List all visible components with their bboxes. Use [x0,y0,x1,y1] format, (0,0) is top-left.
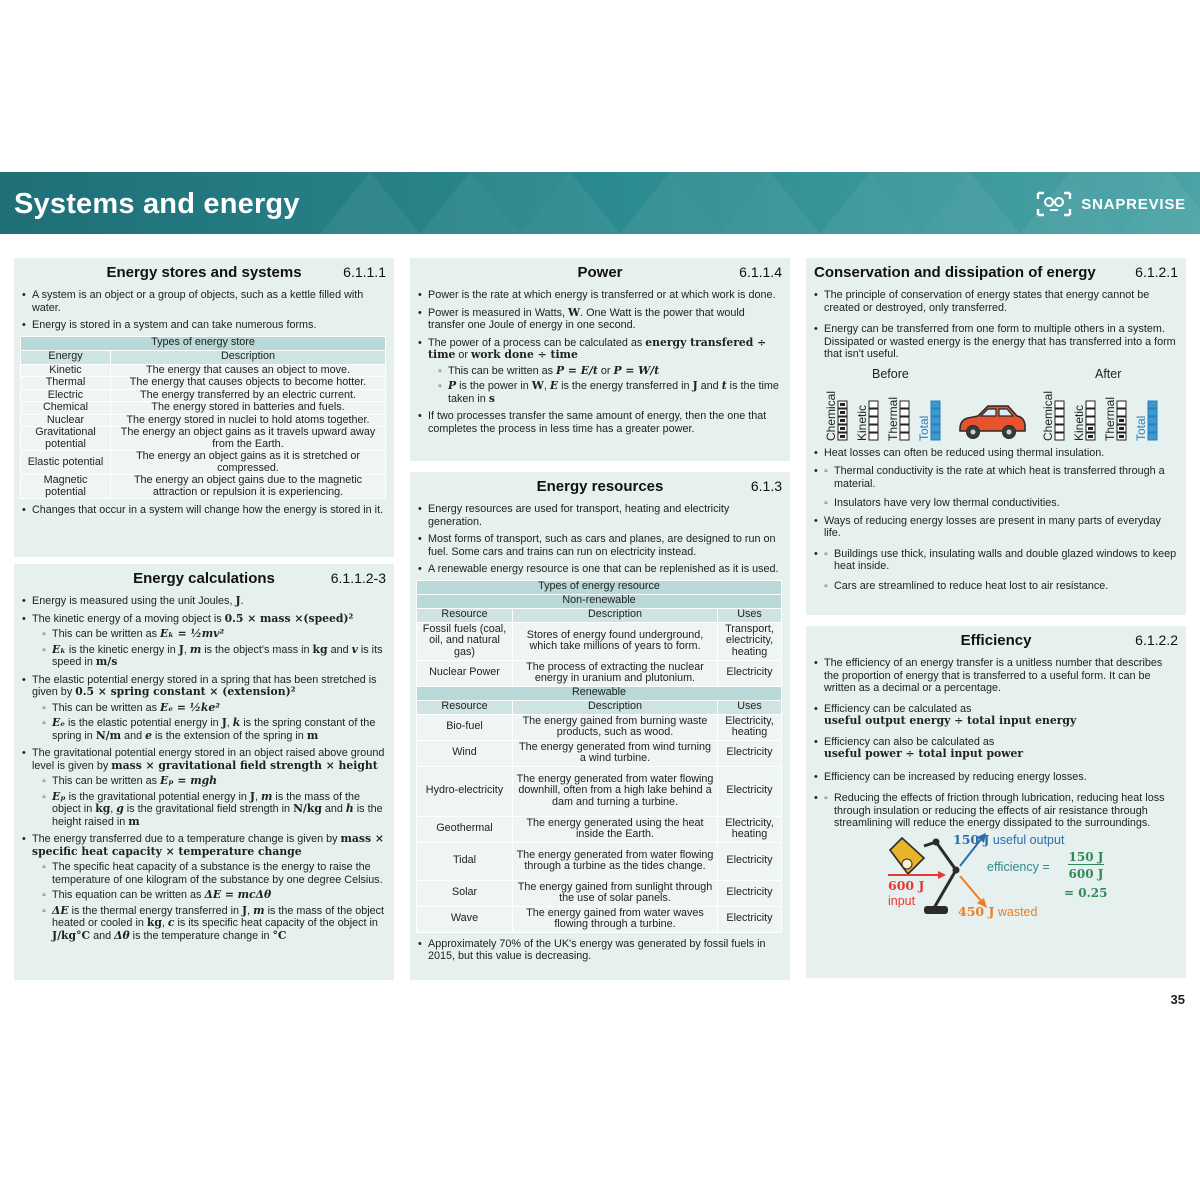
table-row [417,660,782,686]
cell: The energy gained from water waves flowing through a turbine. [513,906,718,932]
energy-bar-fill [1088,427,1093,430]
energy-bar-segment [869,433,878,440]
header-banner [0,172,1200,234]
bullet: • Energy can be transferred from one form to multiple others in a system. Dissipated or wasted energy is the energy that has transferred into a form that isn't useful. [814,323,1178,361]
bullet: • The power of a process can be calculated as energy transfered ÷ time or work done ÷ time ◦ This can be written as P = E/t or P = W/t ◦ P is the power in W, E is the energy transferred in J and t is the time taken in s [418,337,782,406]
cell: The energy gained from sunlight through the use of solar panels. [513,880,718,906]
cell: Electricity [718,740,782,766]
energy-bar-segment [931,417,940,424]
before-label: Before [872,366,909,381]
bullet: • Most forms of transport, such as cars and planes, are designed to run on fuel. Some cars and trains can run on electricity instead. [418,533,782,558]
col-header: Uses [718,700,782,714]
bar-label: Thermal [1103,396,1117,441]
col-header: Description [513,700,718,714]
energy-bar-segment [931,409,940,416]
cell: Bio-fuel [417,714,513,740]
cell: Electricity [718,766,782,816]
col-header: Uses [718,608,782,622]
energy-bar-segment [1148,409,1157,416]
table-row [417,816,782,842]
cell: The energy generated from water flowing downhill, often from a high lake behind a dam and turning a turbine. [513,766,718,816]
cell: Electricity, heating [718,714,782,740]
sub-bullet: ◦ P is the power in W, E is the energy transferred in J and t is the time taken in s [438,380,782,405]
sub-bullet: ◦ Eₖ is the kinetic energy in J, m is the object's mass in kg and v is its speed in m/s [42,644,386,669]
sub-bullet: ◦ This can be written as P = E/t or P = W/t [438,365,782,378]
energy-bar-segment [1055,401,1064,408]
cell: The energy an object gains due to the magnetic attraction or repulsion it is experiencing. [111,475,386,499]
page-number: 35 [1170,992,1185,1007]
cell: Magnetic potential [21,475,111,499]
sub-bullet: ◦ This can be written as Eₚ = mgh [42,775,386,788]
cell: Hydro-electricity [417,766,513,816]
panel-power [410,258,790,461]
cell: Nuclear [21,414,111,427]
table-title: Types of energy resource [417,580,782,594]
section-title: Energy stores and systems [106,264,302,281]
input-value: 600 J [888,877,925,893]
page-title: Systems and energy [14,188,300,220]
sub-bullet: ◦ This equation can be written as ΔE = mcΔθ [42,889,386,902]
section-title: Power [577,264,623,281]
sub-bullet: ◦ This can be written as Eₖ = ½mv² [42,628,386,641]
bullet: • Efficiency can also be calculated as useful power ÷ total input power [814,736,1178,761]
energy-bar-segment [900,417,909,424]
energy-bar-segment [900,401,909,408]
snaprevise-logo-icon [1035,190,1073,218]
cell: Gravitational potential [21,427,111,451]
section-code: 6.1.3 [750,478,782,494]
energy-bar-segment [869,417,878,424]
cell: The energy transferred by an electric current. [111,389,386,402]
energy-store-table [20,336,386,500]
energy-bar-segment [869,409,878,416]
section-title: Energy calculations [133,570,275,587]
sub-bullet: ◦ Eₚ is the gravitational potential energy in J, m is the mass of the object in kg, g is the gravitational field strength in N/kg and h is the height raised in m [42,791,386,829]
cell: Kinetic [21,364,111,377]
bullet: • Power is measured in Watts, W. One Watt is the power that would transfer one Joule of energy in one second. [418,307,782,332]
energy-bar-segment [1055,425,1064,432]
energy-bar-segment [1148,401,1157,408]
cell: The energy gained from burning waste products, such as wood. [513,714,718,740]
energy-bar-segment [1055,417,1064,424]
panel-energy-resources [410,472,790,980]
cell: Stores of energy found underground, which take millions of years to form. [513,622,718,660]
section-title: Energy resources [536,478,664,495]
bullet-group [814,792,1178,830]
cell: The energy generated from water flowing through a turbine as the tides change. [513,842,718,880]
bullet: • The principle of conservation of energy states that energy cannot be created or destroyed, only transferred. [814,289,1178,314]
energy-bar-diagram [806,361,1186,447]
panel-energy-stores [14,258,394,557]
bullet: • Changes that occur in a system will change how the energy is stored in it. [22,504,386,517]
col-header: Resource [417,608,513,622]
bullet: • Approximately 70% of the UK's energy was generated by fossil fuels in 2015, but this value is decreasing. [418,938,782,963]
panel-energy-calculations [14,564,394,980]
bullet: • Energy is stored in a system and can take numerous forms. [22,319,386,332]
energy-bar-segment [1148,433,1157,440]
cell: Electricity, heating [718,816,782,842]
cell: The energy that causes an object to move. [111,364,386,377]
bullet: • A system is an object or a group of objects, such as a kettle filled with water. [22,289,386,314]
table-row [417,714,782,740]
table-row [21,389,386,402]
useful-output-label: 150 J useful output [953,831,1065,847]
bullet: • Energy is measured using the unit Joules, J. [22,595,386,608]
bullet: • A renewable energy resource is one that can be replenished as it is used. [418,563,782,576]
table-row [417,906,782,932]
table-row [21,475,386,499]
bullet-group [814,548,1178,593]
cell: The energy that causes objects to become hotter. [111,377,386,390]
energy-bar-segment [1148,425,1157,432]
cell: Tidal [417,842,513,880]
efficiency-diagram [806,830,1186,930]
car-icon [956,399,1026,443]
table-row [21,364,386,377]
energy-bar-fill [840,435,845,438]
section-code: 6.1.1.1 [343,264,386,280]
col-header: Description [513,608,718,622]
bar-label: Total [1134,415,1148,441]
bar-label: Chemical [1041,390,1055,441]
cell: Electricity [718,880,782,906]
cell: Transport, electricity, heating [718,622,782,660]
table-row [417,880,782,906]
table-subtitle: Non-renewable [417,594,782,608]
sub-bullet: ◦ ΔE is the thermal energy transferred in J, m is the mass of the object heated or cooled in kg, c is its specific heat capacity of the object in J/kg°C and Δθ is the temperature change in °C [42,905,386,943]
table-row [21,402,386,415]
table-row [21,377,386,390]
bullet: • The efficiency of an energy transfer is a unitless number that describes the proportion of energy that is transferred to a useful form. It can be written as a decimal or a percentage. [814,657,1178,695]
section-code: 6.1.2.2 [1135,632,1178,648]
bar-label: Kinetic [855,404,869,441]
energy-bar-segment [1086,409,1095,416]
table-subtitle: Renewable [417,686,782,700]
energy-bar-segment [1055,409,1064,416]
energy-bar-fill [840,411,845,414]
bullet: • Heat losses can often be reduced using thermal insulation. [814,447,1178,460]
energy-resource-table [416,580,782,933]
cell: Electricity [718,906,782,932]
section-title: Efficiency [960,632,1032,649]
sub-bullet: ◦ Insulators have very low thermal conductivities. [824,497,1178,510]
col-header: Resource [417,700,513,714]
table-title: Types of energy store [21,336,386,350]
sub-bullet: ◦ • Reducing the effects of friction through lubrication, reducing heat loss through insulation or reducing the effects of air resistance through streamlining will reduce the energy dissipated to the surroundings. [824,792,1178,830]
bullet: • The energy transferred due to a temperature change is given by mass × specific heat capacity × temperature change ◦ The specific heat capacity of a substance is the energy to raise the temperature of one kilogram of the substance by one degree Celsius. ◦ This equation can be written as ΔE = mcΔθ ◦ ΔE is the thermal energy transferred in J, m is the mass of the object heated or cooled in kg, c is its specific heat capacity of the object in J/kg°C and Δθ is the temperature change in °C [22,833,386,942]
fraction-numerator: 150 J [1068,849,1104,864]
cell: Electricity [718,660,782,686]
input-label: input [888,893,916,908]
energy-bar-segment [931,425,940,432]
energy-bar-segment [931,433,940,440]
section-code: 6.1.2.1 [1135,264,1178,280]
cell: The process of extracting the nuclear energy in uranium and plutonium. [513,660,718,686]
col-header: Energy [21,350,111,364]
bullet: • The elastic potential energy stored in a spring that has been stretched is given by 0.5 × spring constant × (extension)² ◦ This can be written as Eₑ = ½ke² ◦ Eₑ is the elastic potential energy in J, k is the spring constant of the spring in N/m and e is the extension of the spring in m [22,674,386,743]
cell: Electricity [718,842,782,880]
efficiency-equation-label: efficiency = [987,859,1050,874]
bar-label: Thermal [886,396,900,441]
cell: Fossil fuels (coal, oil, and natural gas) [417,622,513,660]
cell: The energy generated using the heat inside the Earth. [513,816,718,842]
sub-bullet: ◦ Cars are streamlined to reduce heat lost to air resistance. [824,580,1178,593]
energy-bar-segment [900,433,909,440]
energy-bar-fill [1119,427,1124,430]
sub-bullet: ◦ • Buildings use thick, insulating walls and double glazed windows to keep heat inside. [824,548,1178,573]
cell: The energy stored in batteries and fuels. [111,402,386,415]
bar-label: Kinetic [1072,404,1086,441]
cell: Wind [417,740,513,766]
brand [1035,190,1186,218]
cell: Geothermal [417,816,513,842]
energy-bar-segment [1117,409,1126,416]
cell: The energy an object gains as it is stretched or compressed. [111,451,386,475]
energy-bar-segment [1086,417,1095,424]
bullet: • Power is the rate at which energy is transferred or at which work is done. [418,289,782,302]
section-title: Conservation and dissipation of energy [814,264,1096,281]
energy-bar-fill [840,427,845,430]
efficiency-result: = 0.25 [1064,885,1108,900]
bullet: • Efficiency can be increased by reducing energy losses. [814,771,1178,784]
cell: Solar [417,880,513,906]
bar-label: Chemical [824,390,838,441]
bullet-group [814,465,1178,510]
energy-bar-segment [1117,401,1126,408]
energy-bar-segment [1055,433,1064,440]
energy-bar-segment [1148,417,1157,424]
table-row [21,427,386,451]
bar-label: Total [917,415,931,441]
cell: Wave [417,906,513,932]
sub-bullet: ◦ The specific heat capacity of a substance is the energy to raise the temperature of one kilogram of the substance by one degree Celsius. [42,861,386,886]
wasted-label: 450 J wasted [958,903,1038,919]
bullet: • The kinetic energy of a moving object is 0.5 × mass ×(speed)² ◦ This can be written as Eₖ = ½mv² ◦ Eₖ is the kinetic energy in J, m is the object's mass in kg and v is its speed in m/s [22,613,386,669]
brand-name: SNAPREVISE [1081,195,1186,213]
sub-bullet: ◦ • Thermal conductivity is the rate at which heat is transferred through a material. [824,465,1178,490]
cell: The energy stored in nuclei to hold atoms together. [111,414,386,427]
section-code: 6.1.1.2-3 [330,570,386,586]
bullet: • Energy resources are used for transport, heating and electricity generation. [418,503,782,528]
energy-bar-segment [869,401,878,408]
cell: Elastic potential [21,451,111,475]
panel-conservation [806,258,1186,615]
table-row [417,766,782,816]
cell: Chemical [21,402,111,415]
bullet: • Efficiency can be calculated as useful output energy ÷ total input energy [814,703,1178,728]
table-row [21,451,386,475]
cell: The energy generated from wind turning a wind turbine. [513,740,718,766]
energy-bar-segment [900,425,909,432]
energy-bar-fill [840,419,845,422]
energy-bar-fill [1119,419,1124,422]
bullet: • The gravitational potential energy stored in an object raised above ground level is given by mass × gravitational field strength × height ◦ This can be written as Eₚ = mgh ◦ Eₚ is the gravitational potential energy in J, m is the mass of the object in kg, g is the gravitational field strength in N/kg and h is the height raised in m [22,747,386,828]
col-header: Description [111,350,386,364]
cell: Nuclear Power [417,660,513,686]
cell: Thermal [21,377,111,390]
cell: Electric [21,389,111,402]
table-row [417,622,782,660]
table-row [417,842,782,880]
fraction-denominator: 600 J [1068,866,1104,881]
bullet: • If two processes transfer the same amount of energy, then the one that completes the process in less time has a greater power. [418,410,782,435]
energy-bar-fill [840,403,845,406]
bullet: • Ways of reducing energy losses are present in many parts of everyday life. [814,515,1178,540]
panel-efficiency [806,626,1186,978]
cell: The energy an object gains as it travels upward away from the Earth. [111,427,386,451]
energy-bar-segment [1086,401,1095,408]
energy-bar-segment [869,425,878,432]
energy-bar-segment [900,409,909,416]
table-row [417,740,782,766]
energy-bar-fill [1119,435,1124,438]
table-row [21,414,386,427]
sub-bullet: ◦ This can be written as Eₑ = ½ke² [42,702,386,715]
section-code: 6.1.1.4 [739,264,782,280]
energy-bar-segment [931,401,940,408]
energy-bar-fill [1088,435,1093,438]
after-label: After [1095,366,1122,381]
sub-bullet: ◦ Eₑ is the elastic potential energy in J, k is the spring constant of the spring in N/m and e is the extension of the spring in m [42,717,386,742]
